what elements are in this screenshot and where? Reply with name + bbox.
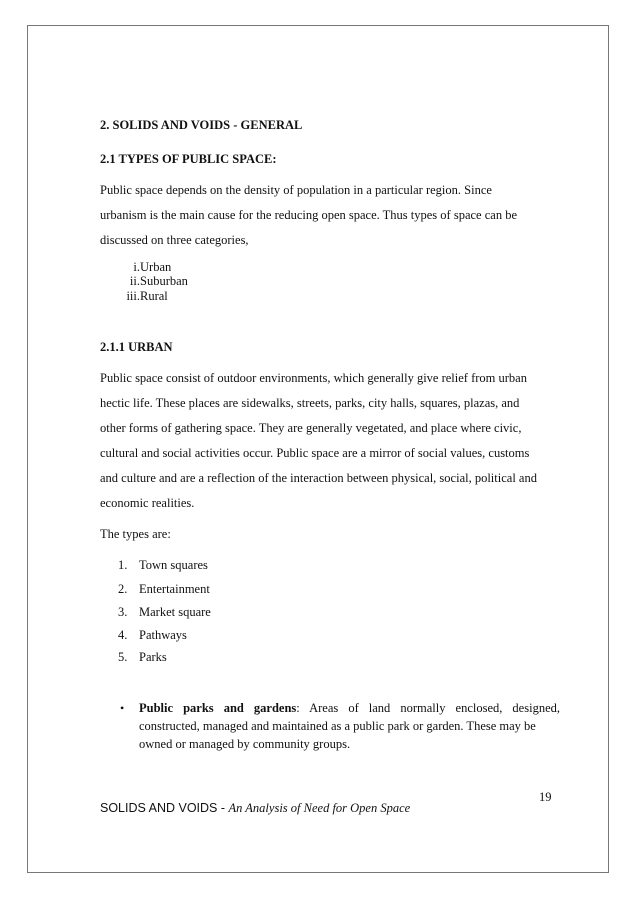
footer-title-italic: An Analysis of Need for Open Space <box>228 801 411 815</box>
type-label: Pathways <box>139 628 187 642</box>
bullet-text: : Areas of land normally enclosed, designed, <box>296 701 560 715</box>
type-item <box>100 628 400 644</box>
intro-line: Public space depends on the density of population in a particular region. Since <box>100 183 492 197</box>
list-marker: ii. <box>129 274 140 288</box>
footer-title-plain: SOLIDS AND VOIDS - <box>100 801 229 815</box>
category-label: Rural <box>140 289 168 303</box>
list-marker: i. <box>133 260 140 274</box>
urban-line: Public space consist of outdoor environments, which generally give relief from urban <box>100 371 527 385</box>
list-marker: 5. <box>118 650 128 664</box>
footer-title <box>100 801 410 816</box>
type-label: Town squares <box>139 558 208 572</box>
bullet-term: Public parks and gardens <box>139 701 297 715</box>
section-heading: 2. SOLIDS AND VOIDS - GENERAL <box>100 118 303 132</box>
list-marker: iii. <box>126 289 140 303</box>
urban-line: hectic life. These places are sidewalks, streets, parks, city halls, squares, plazas, and <box>100 396 520 410</box>
list-marker: 2. <box>118 582 128 596</box>
bullet-line <box>139 701 560 716</box>
intro-line: urbanism is the main cause for the reducing open space. Thus types of space can be <box>100 208 517 222</box>
page-number: 19 <box>539 790 552 804</box>
urban-line: cultural and social activities occur. Public space are a mirror of social values, customs <box>100 446 530 460</box>
type-item <box>100 650 400 666</box>
type-item <box>100 582 400 598</box>
category-item <box>100 289 300 305</box>
subsection-heading: 2.1 TYPES OF PUBLIC SPACE: <box>100 152 277 166</box>
category-label: Urban <box>140 260 172 274</box>
list-marker: 4. <box>118 628 128 642</box>
types-intro: The types are: <box>100 527 171 541</box>
urban-heading: 2.1.1 URBAN <box>100 340 173 354</box>
category-item <box>100 274 300 290</box>
bullet-line: owned or managed by community groups. <box>139 737 351 751</box>
urban-line: economic realities. <box>100 496 195 510</box>
bullet-icon: • <box>120 701 125 715</box>
category-label: Suburban <box>140 274 188 288</box>
list-marker: 3. <box>118 605 128 619</box>
urban-line: and culture and are a reflection of the interaction between physical, social, political and <box>100 471 537 485</box>
type-item <box>100 558 400 574</box>
type-label: Parks <box>139 650 167 664</box>
urban-line: other forms of gathering space. They are generally vegetated, and place where civic, <box>100 421 522 435</box>
type-label: Entertainment <box>139 582 210 596</box>
bullet-line: constructed, managed and maintained as a public park or garden. These may be <box>139 719 536 733</box>
type-label: Market square <box>139 605 211 619</box>
list-marker: 1. <box>118 558 128 572</box>
intro-line: discussed on three categories, <box>100 233 249 247</box>
type-item <box>100 605 400 621</box>
